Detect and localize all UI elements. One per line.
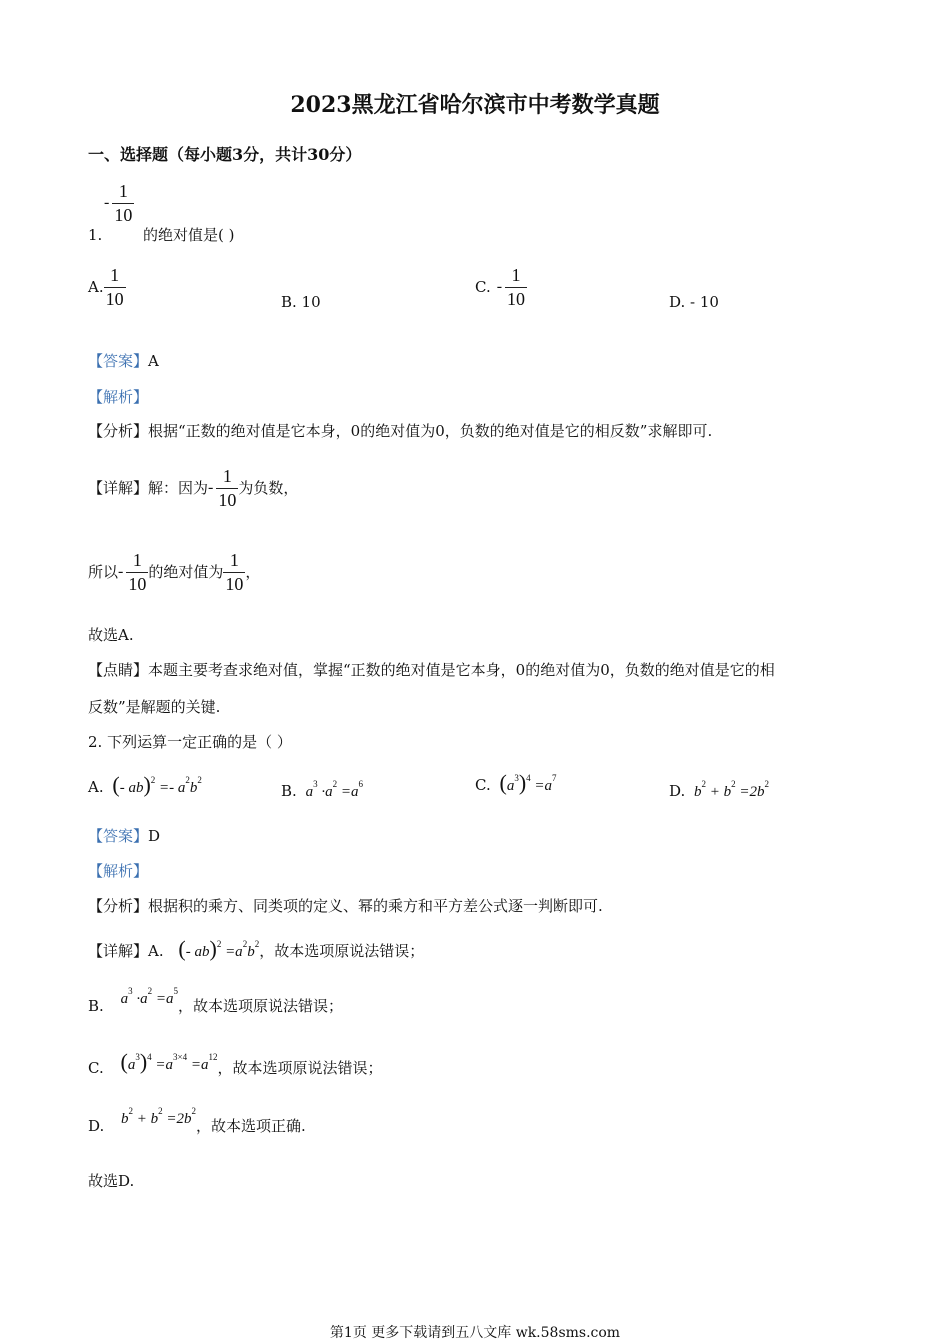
q1-option-c: C. - $\frac{1}{10}$ [475,265,526,309]
q1-fraction: $\frac{1}{10}$ [114,181,133,225]
q2-xiangjie-c: C. $(a^3)^4 =a^{3\times 4} =a^{12}$，故本选项原说法错误； [88,1049,383,1077]
q1-suoyi: 所以- $\frac{1}{10}$ 的绝对值为 $\frac{1}{10}$ ， [88,550,261,594]
q2-xiangjie-a: 【详解】A. (- $ab)^2 =a^2b^2$，故本选项原说法错误； [88,936,425,961]
q1-dianjing-line2: 反数”是解题的关键. [88,698,221,716]
q2-option-d: D. $b^2 + b^2 =2b^2$ [669,779,770,800]
q2-stem: 2. 下列运算一定正确的是（ ） [88,733,292,751]
q1-answer: 【答案】A [88,352,159,370]
q1-option-b: B. 10 [281,293,321,311]
q1-text: 的绝对值是( ) [143,226,235,244]
q1-number: 1. [88,226,103,244]
q1-jiexi: 【解析】 [88,388,149,406]
minus-sign: - [104,194,110,212]
q2-xiangjie-d: D. $b^2 + b^2 =2b^2$，故本选项正确. [88,1106,306,1135]
section-heading: 一、选择题（每小题3分，共计30分） [88,145,362,164]
q2-xiangjie-b: B. $a^3 \cdot a^2 =a^5$，故本选项原说法错误； [88,986,343,1015]
q2-option-a: A. (- $ab)^2 =- a^2b^2$ [88,772,202,797]
q2-fenxi: 【分析】根据积的乘方、同类项的定义、幂的乘方和平方差公式逐一判断即可. [88,897,603,915]
q2-option-c: C. $(a^3)^4 =a^7$ [475,770,557,795]
q1-option-a: A. $\frac{1}{10}$ [88,265,124,309]
page-title: 2023黑龙江省哈尔滨市中考数学真题 [290,92,660,118]
q1-dianjing-line1: 【点睛】本题主要考查求绝对值，掌握“正数的绝对值是它本身，0的绝对值为0，负数的绝对值是它的相 [88,661,775,679]
q2-option-b: B. $a^3 \cdot a^2 =a^6$ [281,779,363,800]
q1-xiangjie: 【详解】解：因为- $\frac{1}{10}$ 为负数， [88,466,299,510]
q1-fenxi: 【分析】根据“正数的绝对值是它本身，0的绝对值为0，负数的绝对值是它的相反数”求解即可. [88,422,713,440]
q1-option-d: D. - 10 [669,293,719,311]
q2-jiexi: 【解析】 [88,862,149,880]
q2-answer: 【答案】D [88,827,161,845]
page-footer: 第1页 更多下载请到五八文库 wk.58sms.com [329,1325,621,1341]
q1-guxuan: 故选A. [88,626,134,644]
q2-guxuan: 故选D. [88,1172,135,1190]
